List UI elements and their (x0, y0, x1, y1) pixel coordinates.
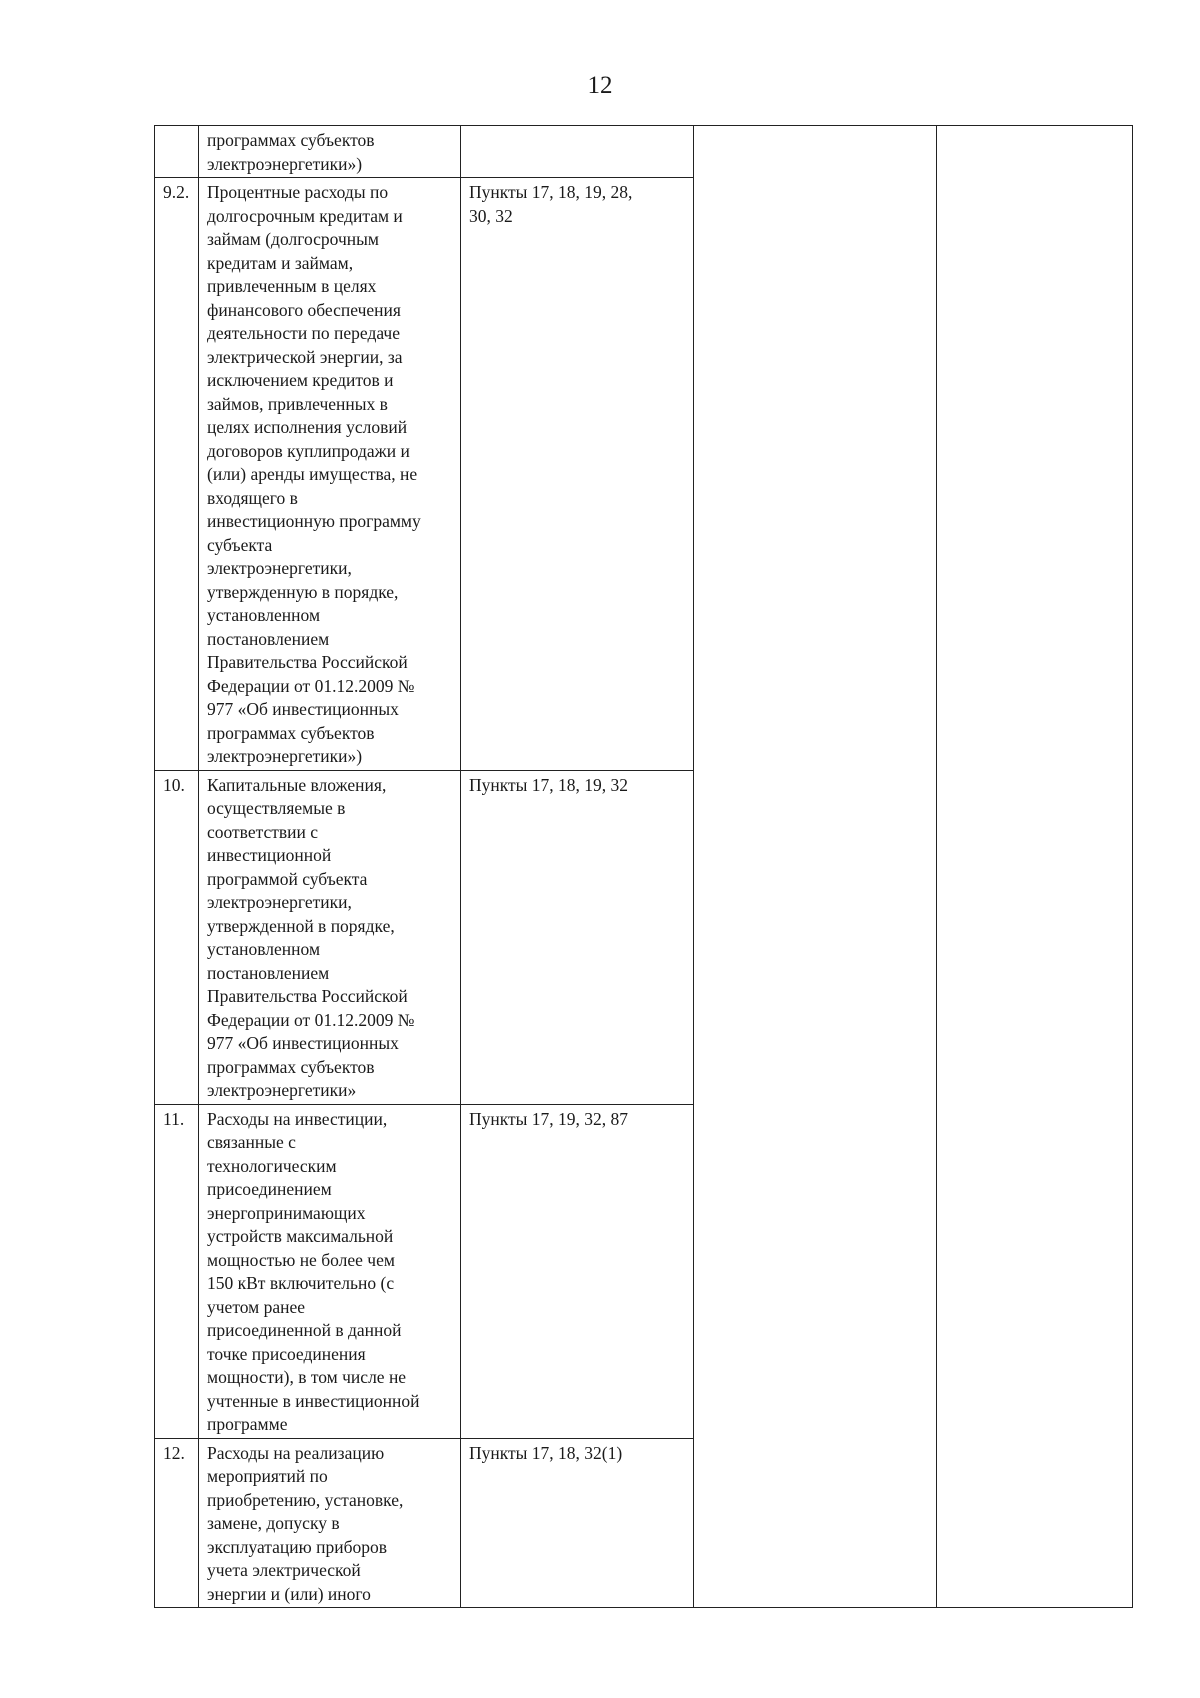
row-number: 10. (163, 774, 185, 795)
points-reference: Пункты 17, 18, 19, 32 (469, 774, 629, 795)
expense-name-cell (199, 1438, 461, 1608)
expense-name: программах субъектов электроэнергетики») (207, 130, 375, 174)
points-reference: Пункты 17, 18, 32(1) (469, 1442, 623, 1463)
expense-name: Капитальные вложения, осуществляемые в соответствии с инвестиционной программой субъекта электроэнергетики, утвержденной в порядке, установленном постановлением Правительства Российской Федерации от 01.12.2009 № 977 «Об инвестиционных программах субъектов электроэнергетики» (207, 774, 415, 1100)
expense-name: Расходы на инвестиции, связанные с технологическим присоединением энергопринимающих устройств максимальной мощностью не более чем 150 кВт включительно (с учетом ранее присоединенной в данной точке присоединения мощности), в том числе не учтенные в инвестиционной программе (207, 1108, 420, 1434)
row-number-cell (155, 1104, 199, 1438)
row-number: 9.2. (163, 182, 190, 202)
points-reference: Пункты 17, 19, 32, 87 (469, 1108, 629, 1129)
page-number: 12 (587, 72, 613, 99)
expense-name-cell (199, 178, 461, 771)
points-cell (461, 126, 694, 178)
empty-column-4 (694, 126, 937, 1608)
row-number-cell (155, 126, 199, 178)
expense-name-cell (199, 1104, 461, 1438)
row-number: 12. (163, 1442, 185, 1463)
row-number-cell (155, 1438, 199, 1608)
points-cell (461, 770, 694, 1104)
row-number-cell (155, 770, 199, 1104)
points-cell (461, 178, 694, 771)
points-cell (461, 1438, 694, 1608)
empty-column-5 (937, 126, 1133, 1608)
expense-name-cell (199, 770, 461, 1104)
expense-name-cell (199, 126, 461, 178)
table-row (155, 126, 1133, 178)
expense-name: Расходы на реализацию мероприятий по приобретению, установке, замене, допуску в эксплуатацию приборов учета электрической энергии и (или) иного (207, 1442, 404, 1604)
row-number: 11. (163, 1108, 185, 1129)
points-cell (461, 1104, 694, 1438)
regulation-table (154, 125, 1133, 1608)
row-number-cell (155, 178, 199, 771)
expense-name: Процентные расходы по долгосрочным кредитам и займам (долгосрочным кредитам и займам, привлеченным в целях финансового обеспечения деятельности по передаче электрической энергии, за исключением кредитов и займов, привлеченных в целях исполнения условий договоров куплипродажи и (или) аренды имущества, не входящего в инвестиционную программу субъекта электроэнергетики, утвержденную в порядке, установленном постановлением Правительства Российской Федерации от 01.12.2009 № 977 «Об инвестиционных программах субъектов электроэнергетики») (207, 182, 421, 766)
points-reference: Пункты 17, 18, 19, 28, 30, 32 (469, 182, 633, 226)
